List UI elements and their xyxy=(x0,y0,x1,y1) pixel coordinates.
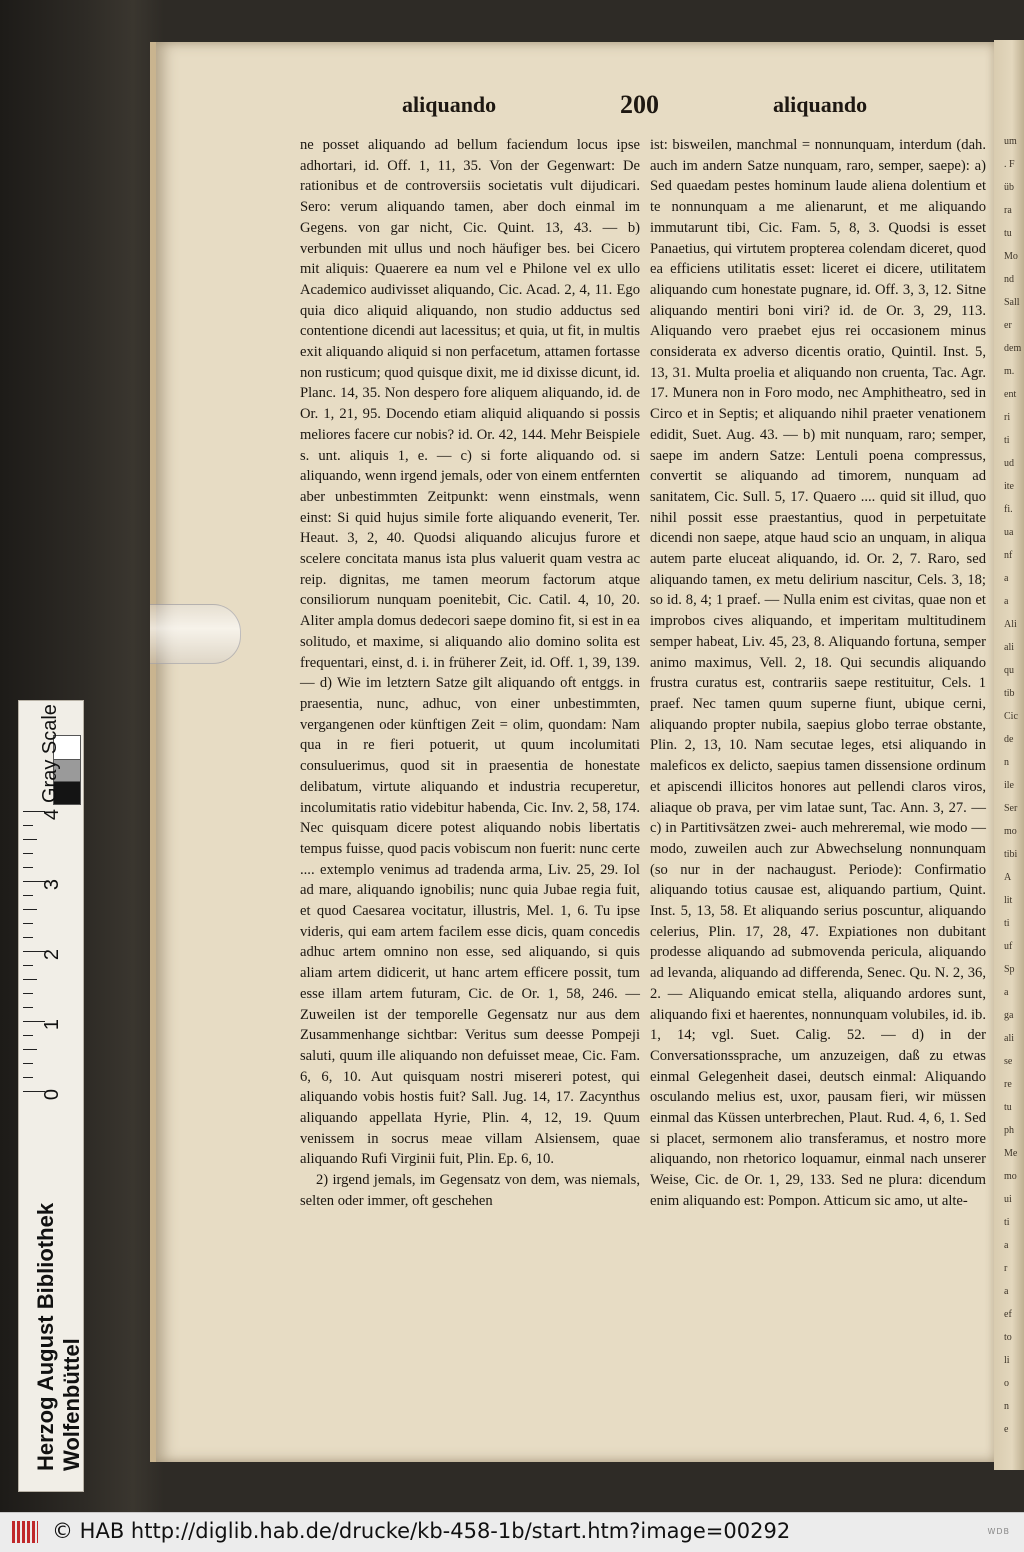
running-head-right: aliquando xyxy=(773,92,868,117)
ruler-number-1: 1 xyxy=(41,1018,64,1031)
footer-bar xyxy=(0,1512,1024,1552)
page-number: 200 xyxy=(620,90,659,119)
ruler-number-4: 4 xyxy=(41,808,64,821)
running-head-left: aliquando xyxy=(402,92,497,117)
footer-code: WDB xyxy=(987,1527,1010,1536)
paragraph: ne posset aliquando ad bellum faciendum locus ipse adhortari, id. Off. 1, 11, 35. Von der Gegenwart: De rationibus et de controversiis societatis vult dijudicari. Sero: verum aliquando tamen, aber doch einmal im Gegens. von gar nicht, Cic. Quint. 13, 43. — b) verbunden mit ullus und noch häufiger bes. bei Cicero mit aliquis: Quaerere ea num vel e Philone vel ex ullo Academico audivisset aliquando, Cic. Acad. 2, 4, 11. Ego quia dico aliquid aliquando, non studio adductus sed contentione dicendi aut lacessitus; et quia, ut fit, in multis exit aliquando aliquid si non perfacetum, attamen fortasse non rusticum; quod quisque dixit, me id dixisse dicunt, id. Planc. 14, 35. Non despero fore aliquem aliquando, id. de Or. 1, 21, 95. Docendo etiam aliquid aliquando si possis meliores facere cur nobis? id. Or. 42, 144. Mehr Beispiele s. unt. aliquis 1, e. — c) si forte aliquando od. si aliquando, wenn irgend jemals, oder von einem entfernten aber unbestimmten Zeitpunkt: wenn einstmals, wenn einst: Si quid hujus simile forte aliquando evenerit, Ter. Heaut. 3, 2, 40. Quodsi aliquando alicujus furore et scelere concitata manus ista plus valuerit quam vestra ac reip. dignitas, me tamen meorum factorum atque consiliorum nunquam poenitebit, Cic. Catil. 4, 10, 20. Aliter ampla domus dedecori saepe domino fit, si est in ea solitudo, et maxime, si aliquando alio domino solita est frequentari, einst, d. i. in früherer Zeit, id. Off. 1, 39, 139. — d) Wie im letztern Satze gilt aliquando oft entggs. in praesentia, nunc, adhuc, von einer unbestimmten, vergangenen oder künftigen Zeit = olim, quondam: Nam qua in re fieri potuerit, ut quum incolumitati consuluerimus, quod sit in praesentia de honestate delibatum, virtute aliquando et industria recuperetur, incolumitatis ratio videbitur habenda, Cic. Inv. 2, 58, 174. Nec quisquam dicere potest aliquando nobis libertatis tempus fuisse, quod pacis vobiscum non fuerit: nunc certe .... extemplo venimus ad tradenda arma, Liv. 25, 29. Iol ad mare, aliquando ignobilis; nunc quia Jubae regia fuit, et quod Caesarea vocitatur, illustris, Mel. 1, 6. Tu ipse videris, qui eam artem facilem esse dicis, quam concedis adhuc artem omnino non esse, sed aliquando, si quis aliam artem didicerit, ut hanc artem efficere possit, tum esse illam artem futuram, Cic. de Or. 1, 58, 246. — Zuweilen ist der temporelle Gegensatz nur aus dem Zusammenhange sichtbar: Veritus sum deesse Pompeji saluti, quum ille aliquando non defuisset meae, Cic. Fam. 6, 6, 10. Aut quisquam nostri misereri potest, qui aliquando vobis hostis fuit? Sall. Jug. 14, 17. Zacynthus aliquando appellata Hyrie, Plin. 4, 12, 19. Quum venissem in socrus meae villam Alsiensem, quae aliquando Rufi Virginii fuit, Plin. Ep. 6, 10. xyxy=(300,137,640,1168)
text-column-right xyxy=(650,135,986,1212)
ruler-number-0: 0 xyxy=(41,1088,64,1101)
ruler-number-2: 2 xyxy=(41,948,64,961)
running-head xyxy=(150,92,990,124)
color-calibration-ruler xyxy=(18,700,84,1492)
next-page-fragments: um . F üb ra tu Mo nd Sall er dem m. ent ri ti ud ite fi. ua nf a a Ali ali qu tib Cic de n ile Ser mo tibi A lit ti uf Sp a ga ali se re tu ph Me mo ui ti a r a ef to li o n e xyxy=(1004,136,1022,1435)
ruler-number-3: 3 xyxy=(41,878,64,891)
paragraph: ist: bisweilen, manchmal = nonnunquam, interdum (dah. auch im andern Satze nunquam, raro, semper, saepe): a) Sed quaedam pestes hominum laude aliena dolentium et te nonnunquam a me alienarunt, et me aliquando immutarunt tibi, Cic. Fam. 5, 8, 3. Quodsi is esset Panaetius, qui virtutem propterea colendam diceret, quod ea efficiens utilitatis esset: liceret ei dicere, utilitatem aliquando cum honestate pugnare, id. Off. 3, 3, 12. Sitne aliquando mentiri boni viri? id. de Or. 3, 29, 113. Aliquando vero praebet ejus rei occasionem minus considerata ex adverso dicentis oratio, Quintil. Inst. 5, 13, 31. Multa proelia et aliquando non cruenta, Tac. Agr. 17. Munera non in Foro modo, nec Amphitheatro, sed in Circo et in Septis; et aliquando nihil praeter venationem edidit, Suet. Aug. 43. — b) mit nunquam, raro; semper, saepe im andern Satze: Lentuli poena compressus, convertit se aliquando ad timorem, nunquam ad sanitatem, Cic. Sull. 5, 17. Quaero .... quid sit illud, quo nihil possit esse praestantius, quod in perpetuitate dicendi non saepe, atque haud scio an unquam, in aliqua autem parte eluceat aliquando, id. Or. 2, 7. Raro, sed aliquando tamen, ex metu delirium nascitur, Cels. 3, 18; so id. 8, 4; 1 praef. — Nulla enim est civitas, quae non et improbos cives aliquando, et imperitam multitudinem semper habeat, Liv. 45, 23, 8. Aliquando fortuna, semper animo maximus, Vell. 2, 18. Qui secundis aliquando frustra curatus est, contrariis saepe restituitur, Cels. 1 praef. Nec tamen quum superne fiunt, ubique cerni, aliquando propter nubila, saepius globo terrae obstante, Plin. 2, 13, 10. Nam secutae leges, etsi aliquando in maleficos ex delicto, saepius tamen dissensione ordinum et apiscendi illicitos honores aut pellendi claros viros, aliaque ob prava, per vim latae sunt, Tac. Ann. 3, 27. — c) in Partitivsätzen zwei- auch mehreremal, wie modo — modo, zuweilen auch zur Abwechselung nonnunquam (so nur in der nachaugust. Periode): Confirmatio aliquando totius causae est, aliquando partium, Quint. Inst. 5, 13, 58. Et aliquando serius poscuntur, aliquando celerius, Plin. 17, 28, 47. Expiationes non dubitant prodesse aliquando ad submovenda pericula, aliquando ad levanda, aliquando ad differenda, Senec. Qu. N. 2, 36, 2. — Aliquando emicat stella, aliquando ardores sunt, aliquando fixi et haerentes, nonnunquam volubiles, id. ib. 1, 14; vgl. Suet. Calig. 52. — d) in der Conversationssprache, um anzuzeigen, daß zu etwas einmal Gelegenheit dasei, deutsch einmal: Aliquando osculando melius est, uxor, pausam fieri, wir müssen einmal das Küssen unterbrechen, Plaut. Rud. 4, 6, 1. Sed si placet, sermonem alio transferamus, et nostro more aliquando, non rhetorico loquamur, einmal nach unserer Weise, Cic. de Or. 1, 29, 133. Sed ne plura: dicendum enim aliquando est: Pompon. Atticum sic amo, ut alte- xyxy=(650,137,986,1209)
library-city: Wolfenbüttel xyxy=(59,1338,84,1471)
hab-logo-icon xyxy=(12,1521,38,1543)
gray-scale-label: Gray Scale xyxy=(39,704,61,803)
library-name: Herzog August Bibliothek xyxy=(33,1202,58,1471)
text-column-left xyxy=(300,135,640,1212)
paragraph: 2) irgend jemals, im Gegensatz von dem, was niemals, selten oder immer, oft geschehen xyxy=(300,1172,640,1209)
copyright-url[interactable]: © HAB http://diglib.hab.de/drucke/kb-458-1b/start.htm?image=00292 xyxy=(52,1519,791,1543)
transparent-page-clip xyxy=(150,604,241,664)
